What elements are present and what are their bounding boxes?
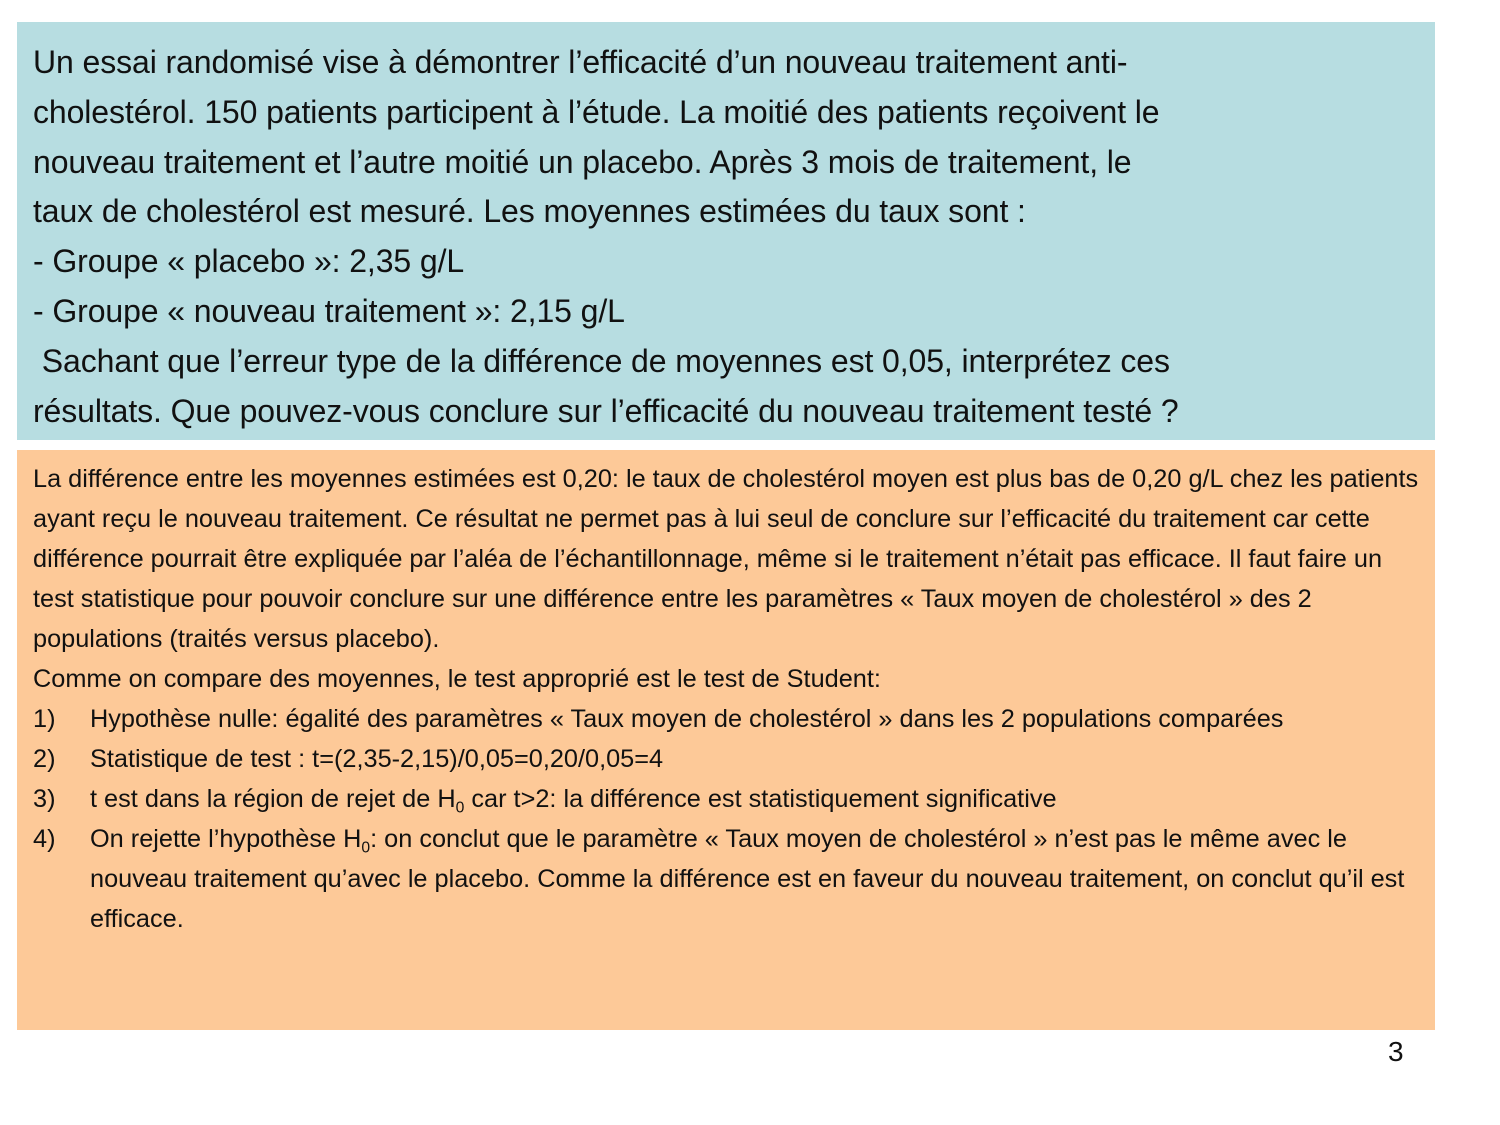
answer-test-intro: Comme on compare des moyennes, le test approprié est le test de Student:	[33, 665, 881, 693]
answer-steps-list	[33, 699, 1419, 939]
step-text-before: t est dans la région de rejet de H	[90, 785, 456, 813]
step-subscript: 0	[455, 799, 465, 817]
answer-box	[17, 450, 1435, 1030]
question-line-placebo: - Groupe « placebo »: 2,35 g/L	[33, 243, 465, 280]
question-line-treatment: - Groupe « nouveau traitement »: 2,15 g/L	[33, 292, 625, 329]
step-number: 4)	[33, 825, 56, 853]
question-line: taux de cholestérol est mesuré. Les moyennes estimées du taux sont :	[33, 193, 1026, 230]
answer-step-4	[33, 819, 1419, 939]
step-number: 3)	[33, 785, 56, 813]
step-text-after: : on conclut que le paramètre « Taux moyen de cholestérol » n’est pas le même avec le nouveau traitement qu’avec le placebo. Comme la différence est en faveur du nouveau traitement, on conclut qu’il est efficace.	[90, 825, 1405, 933]
answer-step-1	[33, 699, 1419, 739]
answer-step-2	[33, 739, 1419, 779]
question-line: nouveau traitement et l’autre moitié un placebo. Après 3 mois de traitement, le	[33, 143, 1132, 180]
step-number: 2)	[33, 745, 56, 773]
question-line: résultats. Que pouvez-vous conclure sur l’efficacité du nouveau traitement testé ?	[33, 392, 1179, 429]
step-text-after: car t>2: la différence est statistiquement significative	[464, 785, 1057, 813]
question-line: Sachant que l’erreur type de la différence de moyennes est 0,05, interprétez ces	[33, 342, 1170, 379]
step-number: 1)	[33, 705, 56, 733]
question-box	[17, 22, 1435, 440]
page-number: 3	[1388, 1036, 1404, 1067]
question-line: cholestérol. 150 patients participent à l’étude. La moitié des patients reçoivent le	[33, 93, 1160, 130]
answer-intro: La différence entre les moyennes estimées est 0,20: le taux de cholestérol moyen est plus bas de 0,20 g/L chez les patients ayant reçu le nouveau traitement. Ce résultat ne permet pas à lui seul de conclure sur l’efficacité du traitement car cette différence pourrait être expliquée par l’aléa de l’échantillonnage, même si le traitement n’était pas efficace. Il faut faire un test statistique pour pouvoir conclure sur une différence entre les paramètres « Taux moyen de cholestérol » des 2 populations (traités versus placebo).	[33, 465, 1419, 653]
step-text-before: On rejette l’hypothèse H	[90, 825, 362, 853]
step-text: Statistique de test : t=(2,35-2,15)/0,05=0,20/0,05=4	[90, 745, 664, 773]
answer-step-3	[33, 779, 1419, 819]
question-line: Un essai randomisé vise à démontrer l’efficacité d’un nouveau traitement anti-	[33, 44, 1128, 80]
step-subscript: 0	[361, 839, 371, 857]
step-text: Hypothèse nulle: égalité des paramètres « Taux moyen de cholestérol » dans les 2 populations comparées	[90, 705, 1284, 733]
